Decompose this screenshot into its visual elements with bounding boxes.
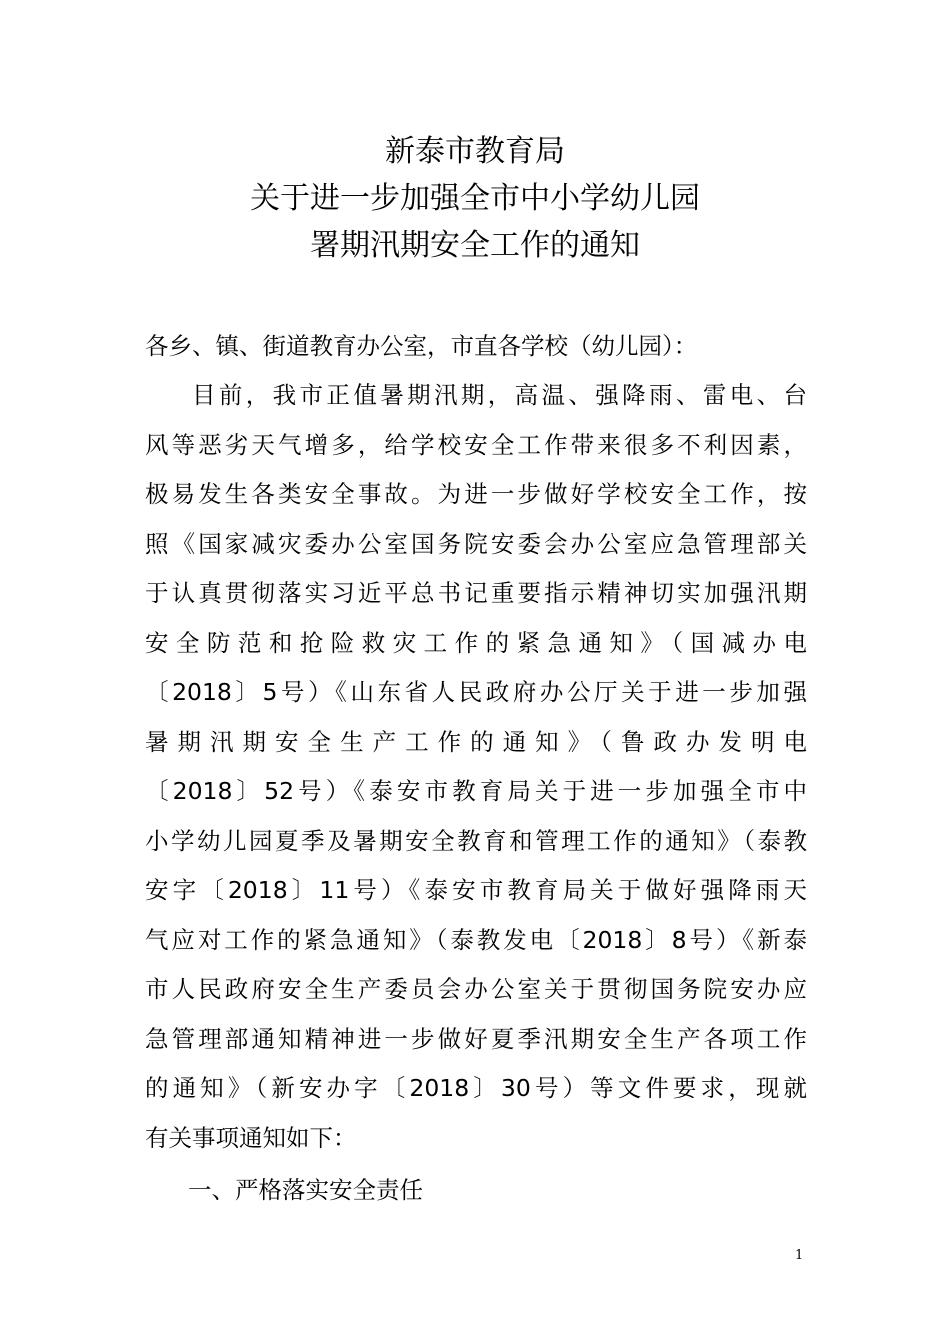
paragraph-line: 小学幼儿园夏季及暑期安全教育和管理工作的通知》（泰教 [145, 826, 807, 855]
paragraph-line: 〔2018〕5号）《山东省人民政府办公厅关于进一步加强 [145, 678, 807, 706]
paragraph-line: 气应对工作的紧急通知》（泰教发电〔2018〕8号）《新泰 [145, 925, 807, 954]
paragraph-line: 的通知》（新安办字〔2018〕30号）等文件要求，现就 [145, 1074, 807, 1102]
body-paragraph [145, 371, 807, 1163]
paragraph-line: 于认真贯彻落实习近平总书记重要指示精神切实加强汛期 [145, 579, 807, 607]
paragraph-line: 极易发生各类安全事故。为进一步做好学校安全工作，按 [145, 480, 807, 508]
page-number: 1 [795, 1248, 804, 1263]
paragraph-line: 风等恶劣天气增多，给学校安全工作带来很多不利因素， [145, 430, 807, 459]
paragraph-line: 〔2018〕52号）《泰安市教育局关于进一步加强全市中 [145, 777, 807, 805]
salutation: 各乡、镇、街道教育办公室，市直各学校（幼儿园）： [145, 332, 698, 360]
paragraph-line: 目前，我市正值暑期汛期，高温、强降雨、雷电、台 [192, 381, 807, 409]
title-line-subject: 关于进一步加强全市中小学幼儿园 [250, 181, 700, 216]
paragraph-line: 暑期汛期安全生产工作的通知》（鲁政办发明电 [145, 727, 807, 756]
title-line-subject-end: 署期汛期安全工作的通知 [310, 228, 640, 263]
paragraph-line: 市人民政府安全生产委员会办公室关于贯彻国务院安办应 [145, 975, 807, 1003]
document-title [0, 128, 950, 269]
title-line-issuer: 新泰市教育局 [385, 134, 565, 169]
paragraph-line: 安字〔2018〕11号）《泰安市教育局关于做好强降雨天 [145, 876, 807, 904]
paragraph-line: 有关事项通知如下： [145, 1123, 357, 1152]
paragraph-line: 照《国家减灾委办公室国务院安委会办公室应急管理部关 [145, 529, 807, 558]
paragraph-line: 急管理部通知精神进一步做好夏季汛期安全生产各项工作 [145, 1024, 807, 1053]
section-heading: 一、严格落实安全责任 [188, 1176, 423, 1204]
paragraph-line: 安全防范和抢险救灾工作的紧急通知》（国减办电 [145, 628, 807, 657]
